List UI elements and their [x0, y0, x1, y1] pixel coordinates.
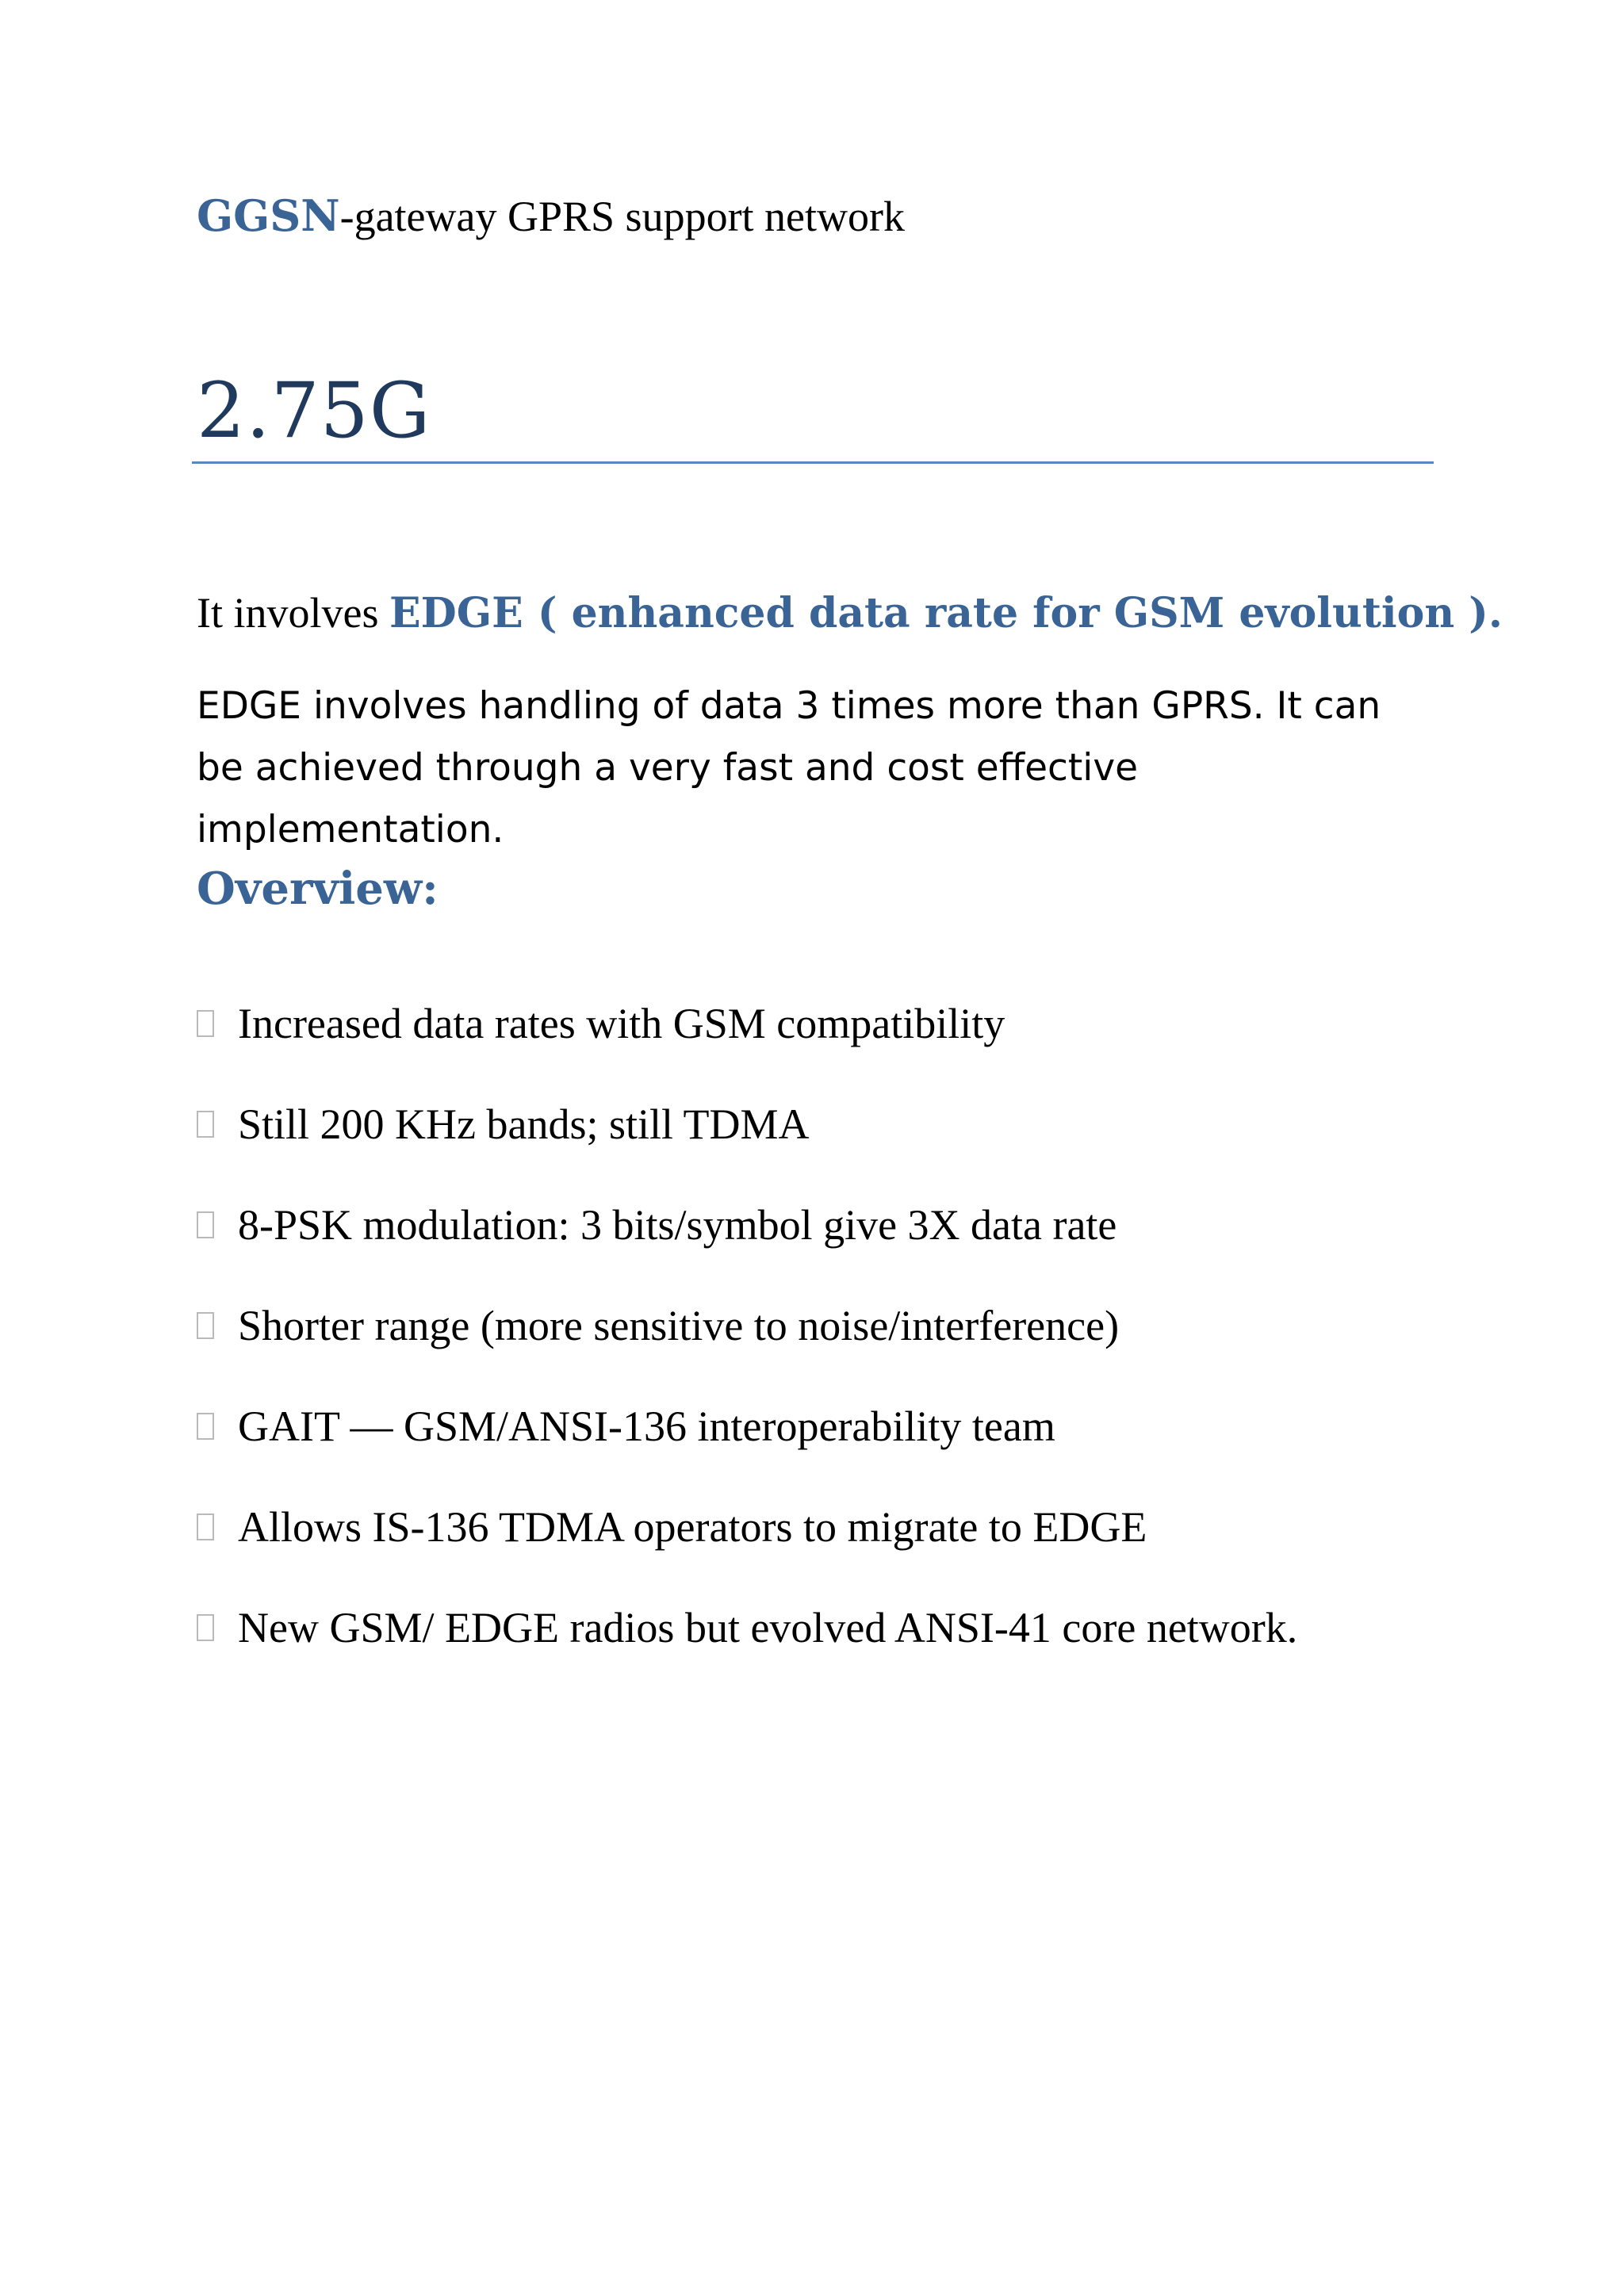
box-icon	[197, 1413, 214, 1440]
box-icon	[197, 1010, 214, 1037]
list-item	[197, 1297, 1297, 1398]
box-icon	[197, 1312, 214, 1339]
overview-list	[197, 995, 1297, 1700]
ggsn-description: -gateway GPRS support network	[339, 193, 906, 240]
box-icon	[197, 1111, 214, 1138]
involves-prefix: It involves	[197, 589, 389, 637]
section-heading: 2.75G	[197, 366, 431, 455]
list-item	[197, 995, 1297, 1096]
list-item-text: 8-PSK modulation: 3 bits/symbol give 3X data rate	[238, 1201, 1117, 1249]
list-item-text: GAIT — GSM/ANSI-136 interoperability team	[238, 1402, 1055, 1450]
edge-paragraph: EDGE involves handling of data 3 times more than GPRS. It can be achieved through a very fast and cost effective implementation.	[197, 684, 1381, 851]
list-item-text: Allows IS-136 TDMA operators to migrate to EDGE	[238, 1503, 1147, 1551]
list-item-text: Still 200 KHz bands; still TDMA	[238, 1100, 810, 1148]
list-item-text: Increased data rates with GSM compatibility	[238, 1000, 1005, 1047]
overview-heading: Overview:	[197, 863, 439, 915]
list-item	[197, 1498, 1297, 1599]
edge-definition: EDGE ( enhanced data rate for GSM evolution ).	[389, 589, 1503, 637]
involves-line	[197, 588, 1503, 637]
heading-underline	[192, 461, 1434, 464]
ggsn-definition	[197, 190, 905, 241]
list-item	[197, 1398, 1297, 1498]
list-item	[197, 1196, 1297, 1297]
box-icon	[197, 1211, 214, 1238]
list-item	[197, 1599, 1297, 1700]
box-icon	[197, 1513, 214, 1540]
list-item-text: Shorter range (more sensitive to noise/interference)	[238, 1302, 1120, 1349]
list-item	[197, 1096, 1297, 1196]
box-icon	[197, 1614, 214, 1641]
ggsn-acronym: GGSN	[197, 190, 340, 241]
list-item-text: New GSM/ EDGE radios but evolved ANSI-41 core network.	[238, 1604, 1298, 1651]
